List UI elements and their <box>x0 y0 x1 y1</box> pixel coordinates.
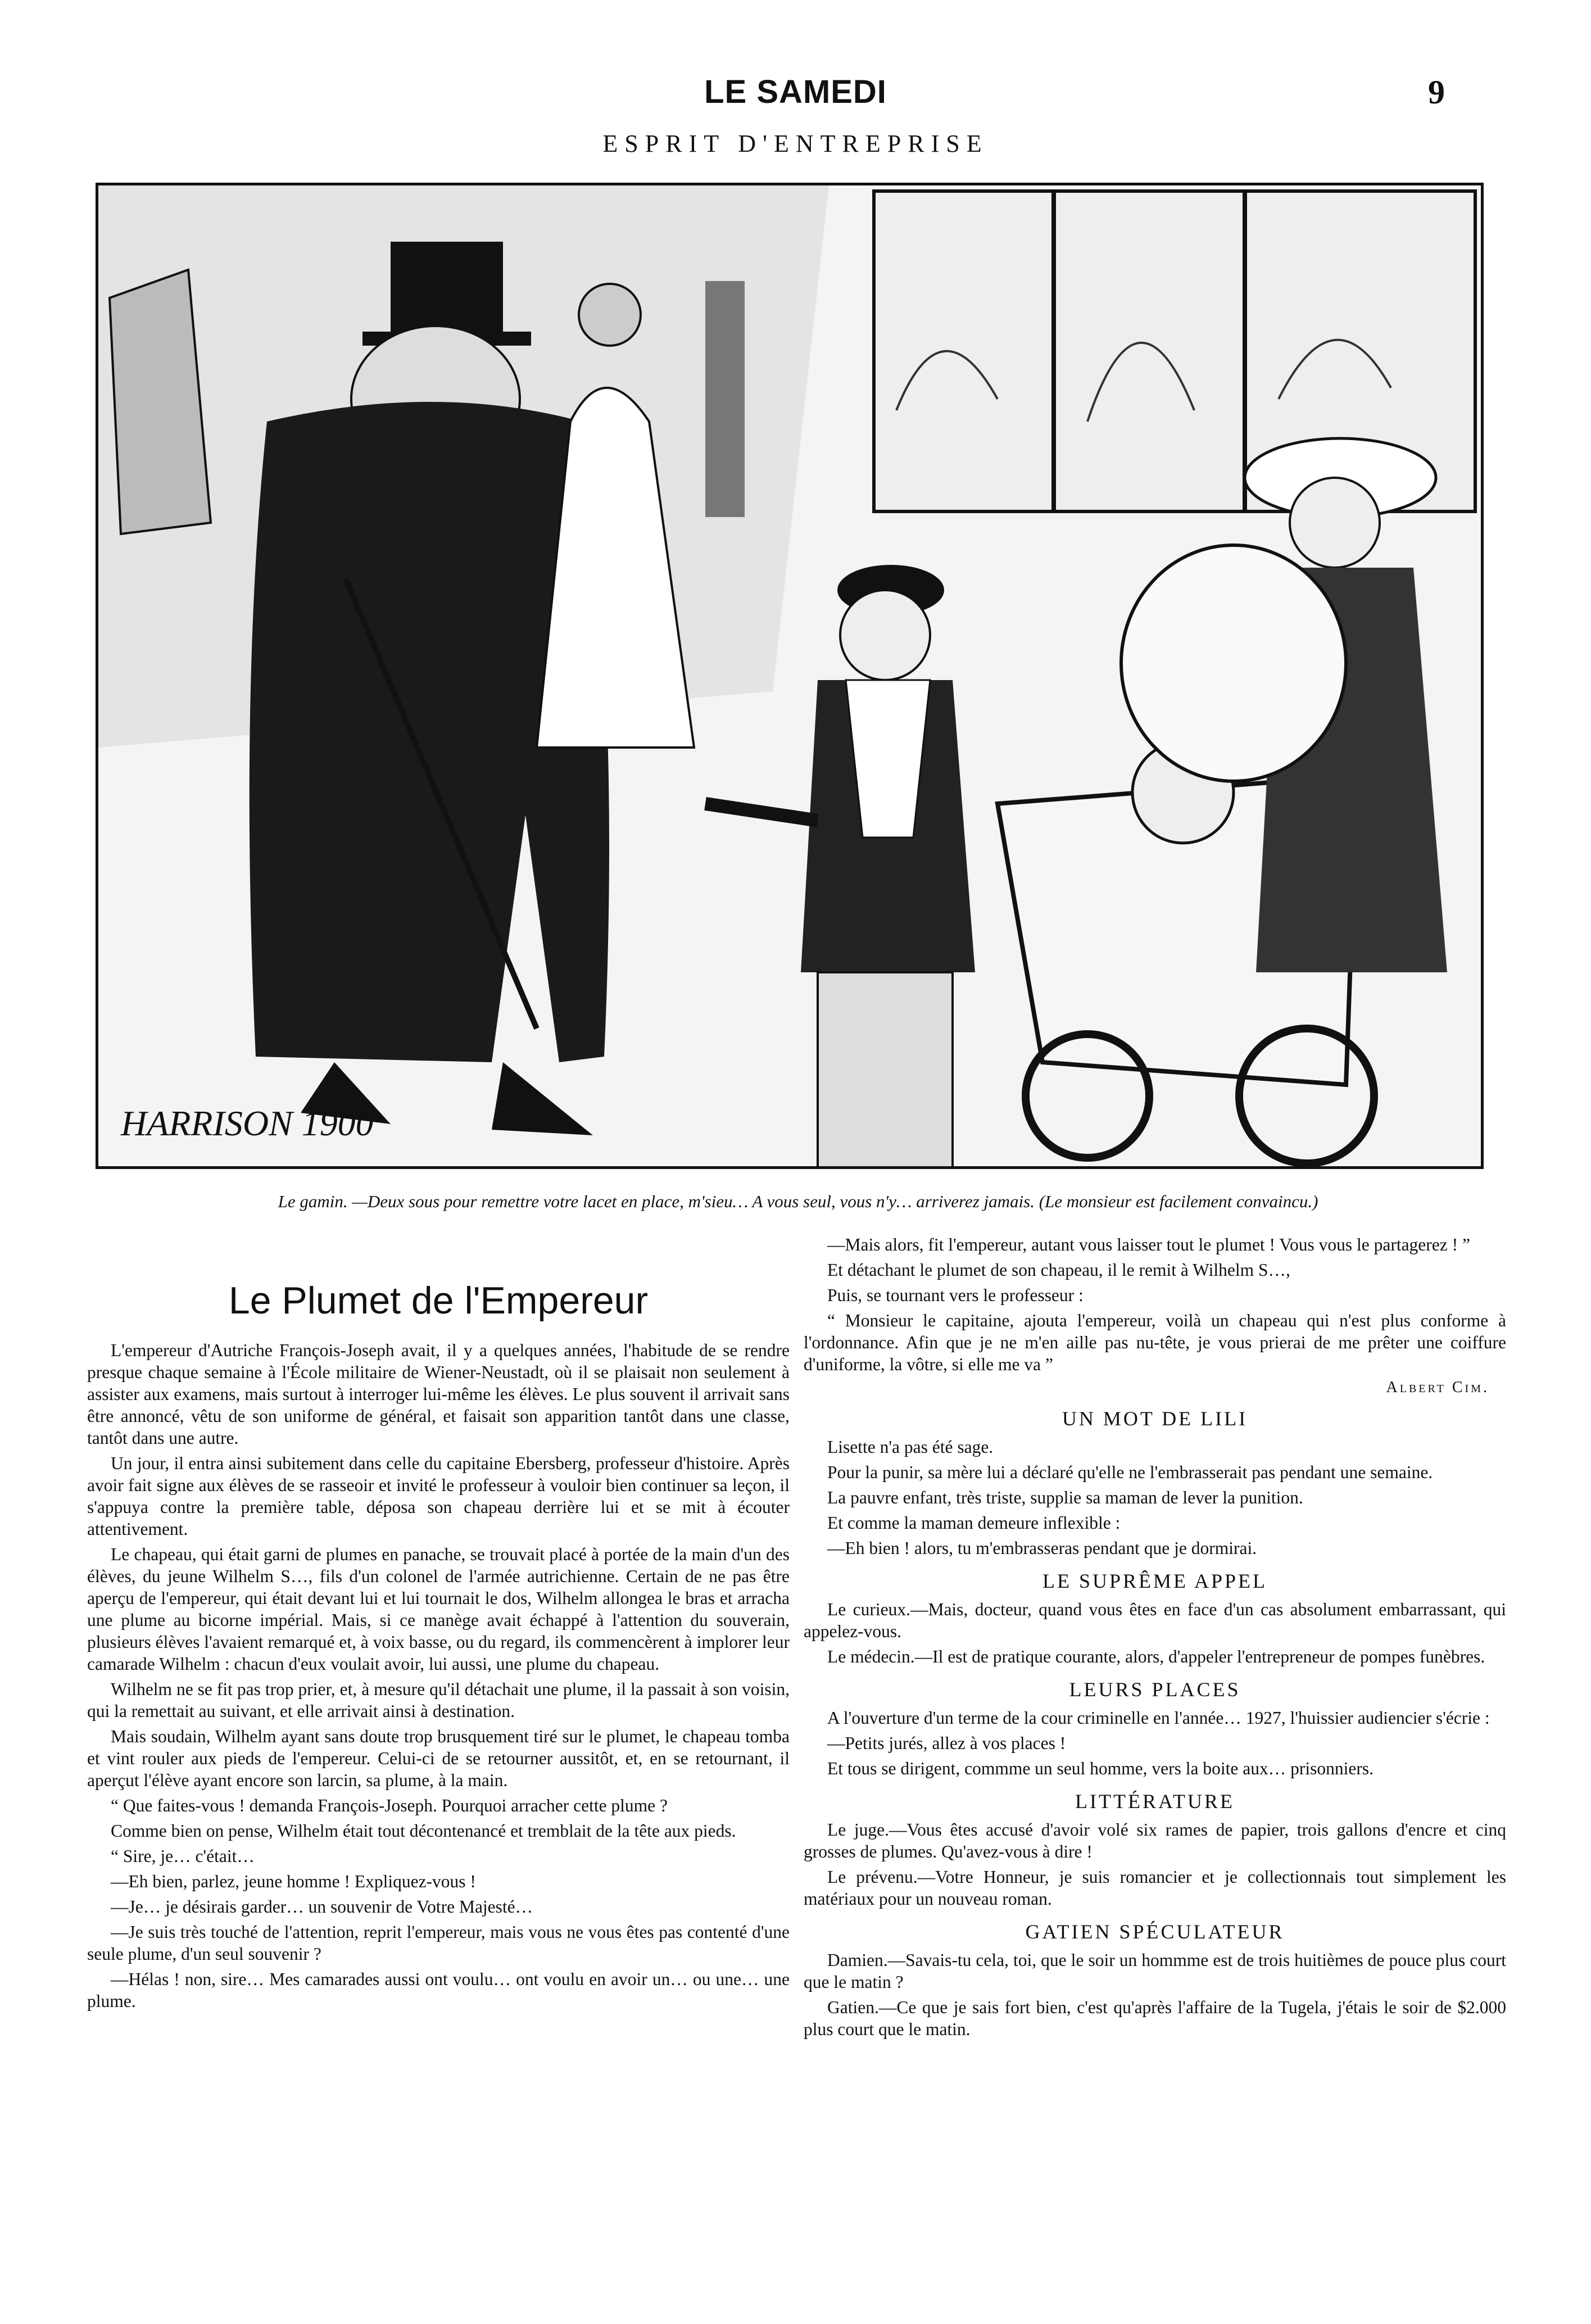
section-title: LITTÉRATURE <box>1075 1790 1235 1813</box>
section-paragraph: Le prévenu.—Votre Honneur, je suis romancier et je collectionnais tout simplement les matériaux pour un nouveau roman. <box>804 1867 1506 1909</box>
cartoon-illustration <box>96 183 1484 1169</box>
article-paragraph: —Je… je désirais garder… un souvenir de Votre Majesté… <box>111 1897 533 1917</box>
article-paragraph: Un jour, il entra ainsi subitement dans celle du capitaine Ebersberg, professeur d'histoire. Après avoir fait signe aux élèves de se rasseoir et invité le professeur à vouloir bien continuer sa leçon, il s'appuya contre la première table, déposa son chapeau derrière lui et se mit à écouter attentivement. <box>87 1453 790 1539</box>
article-paragraph: L'empereur d'Autriche François-Joseph avait, il y a quelques années, l'habitude de se rendre presque chaque semaine à l'École militaire de Wiener-Neustadt, où il se plaisait non seulement à assister aux examens, mais surtout à interroger lui-même les élèves. Le plus souvent il arrivait sans être annoncé, vêtu de son uniforme de général, et faisait son apparition tantôt dans une classe, tantôt dans une autre. <box>87 1340 790 1448</box>
article-paragraph: —Hélas ! non, sire… Mes camarades aussi ont voulu… ont voulu en avoir un… ou une… une plume. <box>87 1969 790 2011</box>
section-paragraph: Le médecin.—Il est de pratique courante, alors, d'appeler l'entrepreneur de pompes funèbres. <box>827 1647 1485 1666</box>
caption-note: (Le monsieur est facilement convaincu.) <box>1039 1192 1318 1211</box>
section-title: UN MOT DE LILI <box>1062 1407 1248 1430</box>
section-paragraph: Gatien.—Ce que je sais fort bien, c'est qu'après l'affaire de la Tugela, j'étais le soir de $2.000 plus court que le matin. <box>804 1997 1506 2039</box>
section-paragraph: La pauvre enfant, très triste, supplie sa maman de lever la punition. <box>827 1488 1303 1507</box>
article-paragraph: Comme bien on pense, Wilhelm était tout décontenancé et tremblait de la tête aux pieds. <box>111 1821 736 1841</box>
section-title: LEURS PLACES <box>1069 1678 1241 1701</box>
article-paragraph: “ Que faites-vous ! demanda François-Joseph. Pourquoi arracher cette plume ? <box>111 1796 668 1815</box>
section-paragraph: Le juge.—Vous êtes accusé d'avoir volé six rames de papier, trois gallons d'encre et cinq grosses de plumes. Qu'avez-vous à dire ! <box>804 1820 1506 1861</box>
caption-speaker: Le gamin. <box>278 1192 348 1211</box>
page-number: 9 <box>1428 74 1445 111</box>
section-paragraph: Et tous se dirigent, commme un seul homme, vers la boite aux… prisonniers. <box>827 1759 1374 1778</box>
section-paragraph: Et comme la maman demeure inflexible : <box>827 1513 1121 1533</box>
artist-signature: HARRISON 1900 <box>121 1103 374 1143</box>
cartoon-drawing <box>98 185 1481 1166</box>
article-paragraph: —Je suis très touché de l'attention, reprit l'empereur, mais vous ne vous êtes pas contenté d'une seule plume, d'un seul souvenir ? <box>87 1922 790 1964</box>
section-paragraph: A l'ouverture d'un terme de la cour criminelle en l'année… 1927, l'huissier audiencier s'écrie : <box>827 1708 1490 1728</box>
right-column <box>804 1234 1506 2044</box>
article-paragraph: Wilhelm ne se fit pas trop prier, et, à mesure qu'il détachait une plume, il la passait à son voisin, qui la remettait au suivant, et elle arrivait ainsi à destination. <box>87 1679 790 1721</box>
article-paragraph: “ Monsieur le capitaine, ajouta l'empereur, voilà un chapeau qui n'est plus conforme à l'ordonnance. Afin que je ne m'en aille pas nu-tête, je vous prierai de me prêter une coiffure d'uniforme, la vôtre, si elle me va ” <box>804 1311 1506 1374</box>
cartoon-title: ESPRIT D'ENTREPRISE <box>602 130 989 157</box>
article-paragraph: —Mais alors, fit l'empereur, autant vous laisser tout le plumet ! Vous vous le partagerez ! ” <box>827 1235 1470 1254</box>
masthead: LE SAMEDI <box>704 74 887 110</box>
article-paragraph: “ Sire, je… c'était… <box>111 1846 255 1866</box>
section-paragraph: —Petits jurés, allez à vos places ! <box>827 1733 1066 1753</box>
article-paragraph: Puis, se tournant vers le professeur : <box>827 1285 1084 1305</box>
section-paragraph: Le curieux.—Mais, docteur, quand vous êtes en face d'un cas absolument embarrassant, qui appelez-vous. <box>804 1600 1506 1641</box>
section-paragraph: Pour la punir, sa mère lui a déclaré qu'elle ne l'embrasserait pas pendant une semaine. <box>827 1462 1433 1482</box>
article-title: Le Plumet de l'Empereur <box>228 1279 649 1322</box>
section-paragraph: Lisette n'a pas été sage. <box>827 1437 994 1457</box>
caption-text: —Deux sous pour remettre votre lacet en place, m'sieu… A vous seul, vous n'y… arriverez jamais. <box>352 1192 1035 1211</box>
article-signature: Albert Cim. <box>1386 1379 1489 1396</box>
article-paragraph: Et détachant le plumet de son chapeau, il le remit à Wilhelm S…, <box>827 1260 1290 1280</box>
article-paragraph: Le chapeau, qui était garni de plumes en panache, se trouvait placé à portée de la main d'un des élèves, du jeune Wilhelm S…, fils d'un colonel de l'armée autrichienne. Certain de ne pas être aperçu de l'empereur, qui était devant lui et lui tournait le dos, Wilhelm allongea le bras et arracha une plume au bicorne impérial. Mais, si ce manège avait échappé à l'attention du souverain, plusieurs élèves l'avaient remarqué et, à voix basse, ou du regard, ils commencèrent à implorer leur camarade Wilhelm : chacun d'eux voulait avoir, lui aussi, une plume du chapeau. <box>87 1544 790 1674</box>
section-paragraph: —Eh bien ! alors, tu m'embrasseras pendant que je dormirai. <box>827 1538 1257 1558</box>
article-paragraph: Mais soudain, Wilhelm ayant sans doute trop brusquement tiré sur le plumet, le chapeau tomba et vint rouler aux pieds de l'empereur. Celui-ci de se retourner aussitôt, et, en se retournant, il aperçut l'élève ayant encore son larcin, sa plume, à la main. <box>87 1727 790 1790</box>
article-paragraph: —Eh bien, parlez, jeune homme ! Expliquez-vous ! <box>111 1872 476 1891</box>
section-title: LE SUPRÊME APPEL <box>1042 1570 1268 1592</box>
left-column <box>87 1234 790 2015</box>
cartoon-caption <box>101 1192 1495 1212</box>
section-title: GATIEN SPÉCULATEUR <box>1025 1920 1285 1943</box>
section-paragraph: Damien.—Savais-tu cela, toi, que le soir un hommme est de trois huitièmes de pouce plus court que le matin ? <box>804 1950 1506 1992</box>
